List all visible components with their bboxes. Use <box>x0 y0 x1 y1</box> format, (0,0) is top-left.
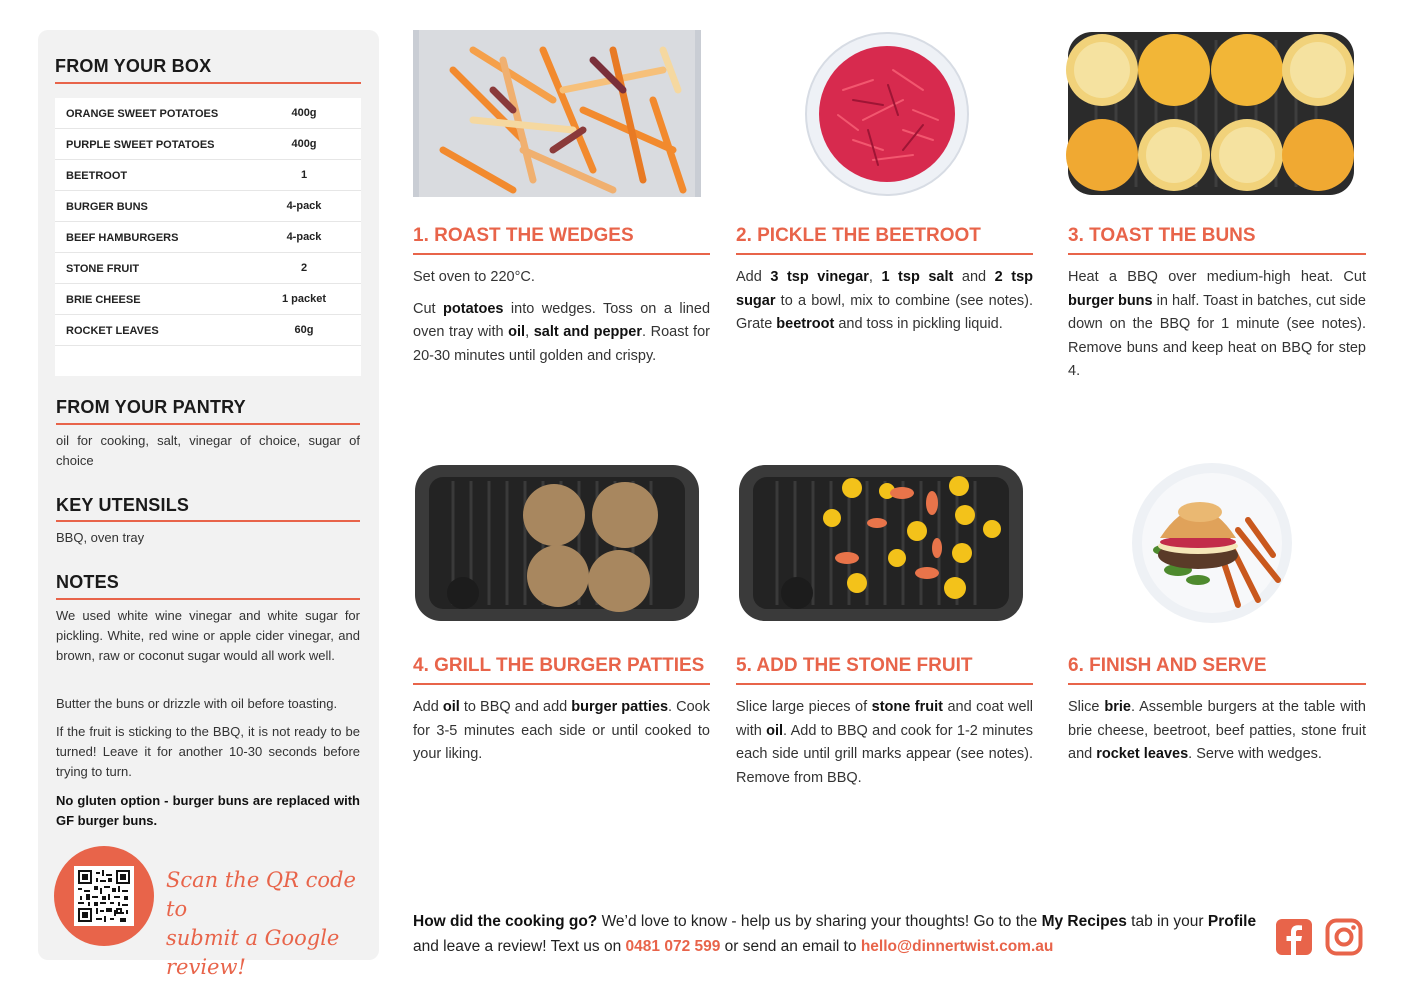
ingredient-highlight: potatoes <box>443 300 504 317</box>
step-2-title: 2. PICKLE THE BEETROOT <box>736 225 981 246</box>
step-4-text <box>413 696 710 775</box>
ingredient-name: BURGER BUNS <box>66 201 148 213</box>
step-text-run: to a bowl, mix to combine (see notes). Grate <box>736 292 1033 332</box>
footer-text-4: or send an email to <box>720 938 861 955</box>
step-text-run: , <box>525 324 534 340</box>
step-paragraph <box>736 696 1033 790</box>
ingredient-highlight: rocket leaves <box>1096 746 1189 762</box>
step-4-title: 4. GRILL THE BURGER PATTIES <box>413 655 705 676</box>
ingredient-qty: 4-pack <box>286 200 322 212</box>
table-row <box>55 253 361 284</box>
ingredient-qty: 400g <box>291 107 317 119</box>
divider <box>56 520 360 522</box>
step-text-run: Heat a BBQ over medium-high heat. Cut <box>1068 269 1366 285</box>
footer-text-2: tab in your <box>1126 913 1208 930</box>
instagram-icon[interactable] <box>1325 918 1363 956</box>
ingredient-highlight: beetroot <box>776 316 835 332</box>
step-paragraph <box>1068 696 1366 767</box>
step-text-run: Add <box>736 269 771 285</box>
ingredient-qty: 1 <box>300 169 308 181</box>
step-text-run: . Cook for 3-5 minutes each side or until cooked to your liking. <box>413 699 710 762</box>
step-text-run: . Add to BBQ and cook for 1-2 minutes each side until grill marks appear (see notes). Remove from BBQ. <box>736 722 1033 786</box>
divider <box>736 253 1033 255</box>
divider <box>413 683 710 685</box>
ingredient-highlight: salt and pepper <box>533 324 642 340</box>
ingredient-highlight: brie <box>1104 699 1131 715</box>
ingredient-highlight: 3 tsp vinegar <box>770 269 869 285</box>
beetroot-photo <box>803 30 971 197</box>
step-6-text <box>1068 696 1366 775</box>
note-1: We used white wine vinegar and white sugar for pickling. White, red wine or apple cider vinegar, and brown, raw or coconut sugar would all work well. <box>56 608 360 663</box>
step-text-run: Slice <box>1068 699 1105 715</box>
divider <box>55 82 361 84</box>
step-text-run: . Roast for 20-30 minutes until golden and crispy. <box>413 324 710 364</box>
ingredient-highlight: oil <box>508 324 526 340</box>
note-2: Butter the buns or drizzle with oil before toasting. <box>56 696 338 711</box>
step-paragraph <box>736 266 1033 337</box>
divider <box>1068 683 1366 685</box>
step-1-text <box>413 266 710 376</box>
step-6-title: 6. FINISH AND SERVE <box>1068 655 1267 676</box>
step-5-text <box>736 696 1033 798</box>
ingredient-qty: 4-pack <box>286 231 322 243</box>
patties-photo <box>413 463 701 623</box>
step-text-run: Set oven to 220°C. <box>413 269 535 285</box>
sidebar <box>38 30 379 979</box>
box-title: FROM YOUR BOX <box>55 56 212 76</box>
profile-link[interactable]: Profile <box>1207 913 1257 930</box>
qr-caption-line1: Scan the QR code to <box>166 868 356 921</box>
step-text-run: Add <box>413 699 443 715</box>
phone-link[interactable]: 0481 072 599 <box>625 938 721 955</box>
ingredient-qty: 400g <box>291 138 317 150</box>
table-row <box>55 315 361 346</box>
step-3-text <box>1068 266 1366 392</box>
step-text-run: and coat well with <box>736 699 1033 739</box>
step-1-title: 1. ROAST THE WEDGES <box>413 225 634 246</box>
ingredient-qty: 1 packet <box>281 293 327 305</box>
step-5-title: 5. ADD THE STONE FRUIT <box>736 655 973 676</box>
my-recipes-link[interactable]: My Recipes <box>1041 913 1127 930</box>
ingredient-highlight: oil <box>766 722 784 739</box>
ingredient-highlight: oil <box>442 699 460 715</box>
qr-code-icon <box>78 870 130 922</box>
step-text-run: Slice large pieces of <box>736 699 872 715</box>
step-text-run: into wedges. Toss on a lined oven tray with <box>413 300 711 340</box>
table-row <box>55 160 361 191</box>
utensils-title: KEY UTENSILS <box>56 495 190 515</box>
divider <box>56 423 360 425</box>
note-3: If the fruit is sticking to the BBQ, it is not ready to be turned! Leave it for another 10-30 seconds before trying to turn. <box>56 724 360 779</box>
ingredient-name: PURPLE SWEET POTATOES <box>66 139 215 151</box>
step-text-run: . Assemble burgers at the table with brie cheese, beetroot, beef patties, stone fruit and <box>1068 699 1366 762</box>
qr-caption <box>166 866 376 982</box>
step-paragraph <box>1068 266 1366 384</box>
table-row <box>55 129 361 160</box>
table-row <box>55 284 361 315</box>
divider <box>413 253 710 255</box>
footer-text-3: and leave a review! Text us on <box>413 938 626 955</box>
ingredient-qty: 60g <box>294 324 314 336</box>
email-link[interactable]: hello@dinnertwist.com.au <box>860 938 1054 955</box>
table-row <box>55 98 361 129</box>
buns-photo <box>1066 30 1356 197</box>
table-row <box>55 222 361 253</box>
step-text-run: . Serve with wedges. <box>1188 746 1322 762</box>
ingredient-name: BRIE CHEESE <box>66 294 141 306</box>
review-prompt <box>413 909 1263 959</box>
divider <box>56 598 360 600</box>
step-2-text <box>736 266 1033 345</box>
step-text-run: Cut <box>413 300 444 317</box>
review-question: How did the cooking go? <box>413 913 598 930</box>
ingredient-highlight: burger patties <box>571 699 669 715</box>
divider <box>1068 253 1366 255</box>
step-text-run: , <box>868 269 882 285</box>
qr-caption-line2: submit a Google review! <box>166 926 340 979</box>
ingredient-highlight: stone fruit <box>871 699 943 715</box>
footer-text-1: We’d love to know - help us by sharing your thoughts! Go to the <box>597 913 1042 930</box>
utensils-text: BBQ, oven tray <box>56 530 145 545</box>
step-3-title: 3. TOAST THE BUNS <box>1068 225 1256 246</box>
ingredient-name: ORANGE SWEET POTATOES <box>66 108 219 120</box>
ingredient-qty: 2 <box>300 262 308 274</box>
ingredients-table <box>55 98 361 376</box>
step-text-run: and toss in pickling liquid. <box>834 316 1003 332</box>
ingredient-highlight: 2 tsp sugar <box>736 269 1034 309</box>
ingredient-name: BEEF HAMBURGERS <box>66 232 179 244</box>
notes-title: NOTES <box>56 572 120 592</box>
pantry-title: FROM YOUR PANTRY <box>56 397 246 417</box>
ingredient-highlight: 1 tsp salt <box>881 269 954 285</box>
gluten-note: No gluten option - burger buns are replaced with GF burger buns. <box>56 793 360 828</box>
divider <box>736 683 1033 685</box>
ingredient-name: BEETROOT <box>66 170 128 182</box>
step-text-run: in half. Toast in batches, cut side down on the BBQ for 1 minute (see notes). Remove buns and keep heat on BBQ for step 4. <box>1068 292 1366 379</box>
burger-plate-photo <box>1128 460 1296 626</box>
step-paragraph <box>413 298 710 369</box>
step-paragraph <box>413 266 710 290</box>
facebook-icon[interactable] <box>1275 918 1313 956</box>
pantry-text: oil for cooking, salt, vinegar of choice, sugar of choice <box>56 433 360 468</box>
ingredient-highlight: burger buns <box>1068 292 1153 309</box>
table-row <box>55 191 361 222</box>
qr-badge[interactable] <box>54 846 154 946</box>
step-text-run: to BBQ and add <box>459 699 572 715</box>
ingredient-name: ROCKET LEAVES <box>66 325 159 337</box>
step-text-run: and <box>953 269 995 285</box>
step-paragraph <box>413 696 710 767</box>
ingredient-name: STONE FRUIT <box>66 263 140 275</box>
stone-fruit-photo <box>737 463 1025 623</box>
wedges-photo <box>413 30 701 197</box>
